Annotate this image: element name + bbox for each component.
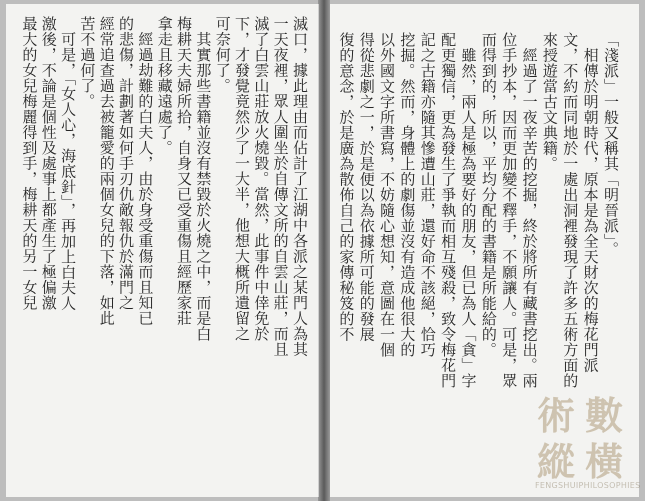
text-column: 下，才發覺竟然少了一大半，他想大概所遺留之 — [233, 16, 252, 342]
text-column: 可是，「女人心，海底針」，再加上白夫人 — [59, 16, 78, 311]
left-page-text — [20, 16, 310, 483]
text-column: 激後，不論是個性及處事上都產生了極偏激 — [39, 16, 58, 311]
text-column: 挖掘。然而，身體上的劇傷並沒有造成他很大的 — [398, 32, 417, 358]
text-column: 以外國文字所書寫，不妨隨心想知，意圖在一個 — [378, 32, 397, 358]
text-column: 雖然，兩人是極為要好的朋友，但已為人「貪」字 — [459, 32, 478, 389]
text-column: 可奈何了。 — [213, 16, 232, 94]
text-column: 得從悲劇之一，於是便以為依據所可能的發展 — [357, 32, 376, 342]
text-column: 其實那些書籍並沒有禁毀於火燒之中，而是白 — [194, 16, 213, 342]
text-column: 一天夜裡，眾人圍坐於自傳文所的自雲山莊，而且 — [271, 16, 290, 357]
text-column: 來授遊當古文典籍。 — [540, 32, 559, 172]
text-column: 最大的女兒梅麗得到手，梅耕天的另一女兒 — [20, 16, 39, 311]
left-page — [6, 4, 319, 497]
text-column: 「淺派」一般又稱其「明晉派」。 — [602, 32, 620, 257]
text-column: 復的意念，於是廣為散佈自己的家傳秘笈的不 — [337, 32, 356, 342]
text-column: 文，不約而同地於一處出洞裡發現了許多五術方面的 — [561, 32, 580, 389]
text-column: 配更獨信，更為發生了爭執而相互殘殺，致令梅花門 — [439, 32, 458, 389]
text-column: 滅口，據此理由而佔計了江湖中各派之某門人為其 — [291, 16, 309, 357]
watermark-logo — [535, 385, 641, 495]
text-column: 記之古籍亦隨其慘遭山莊，還好命不該絕，恰巧 — [418, 32, 437, 358]
text-column: 經過劫難的白夫人，由於身受重傷而且知已 — [136, 16, 155, 326]
book-gutter — [318, 0, 330, 501]
text-column: 梅耕天夫婦所拾，自身又已受重傷且經歷家莊 — [175, 16, 194, 326]
watermark-char: 橫 — [585, 439, 624, 484]
watermark-char: 縱 — [537, 439, 576, 484]
text-column: 苦不過何了。 — [78, 16, 97, 109]
text-column: 位手抄本，因而更加變不釋手，不願讓人。可是，眾 — [500, 32, 519, 389]
text-column: 經常追查過去被籠愛的兩個女兒的下落，如此 — [97, 16, 116, 326]
watermark-url: FENGSHUIPHILOSOPHIES — [535, 481, 641, 490]
text-column: 拿走且移藏遠處了。 — [155, 16, 174, 156]
text-column: 滅了白雲山莊放火燒毀。當然，此事件中倖免於 — [252, 16, 271, 342]
text-column: 經過了一夜辛苦的挖掘，終於將所有藏書挖出。兩 — [520, 32, 539, 389]
watermark-char: 數 — [585, 393, 624, 438]
watermark-char: 術 — [537, 393, 576, 438]
text-column: 而得到的，所以，平均分配的書籍是所能給的。 — [479, 32, 498, 358]
text-column: 相傳於明朝時代，原本是為全天財次的梅花門派 — [581, 32, 600, 373]
text-column: 的悲傷，計劃著如何手刃仇敵報仇於滿門之 — [117, 16, 136, 311]
